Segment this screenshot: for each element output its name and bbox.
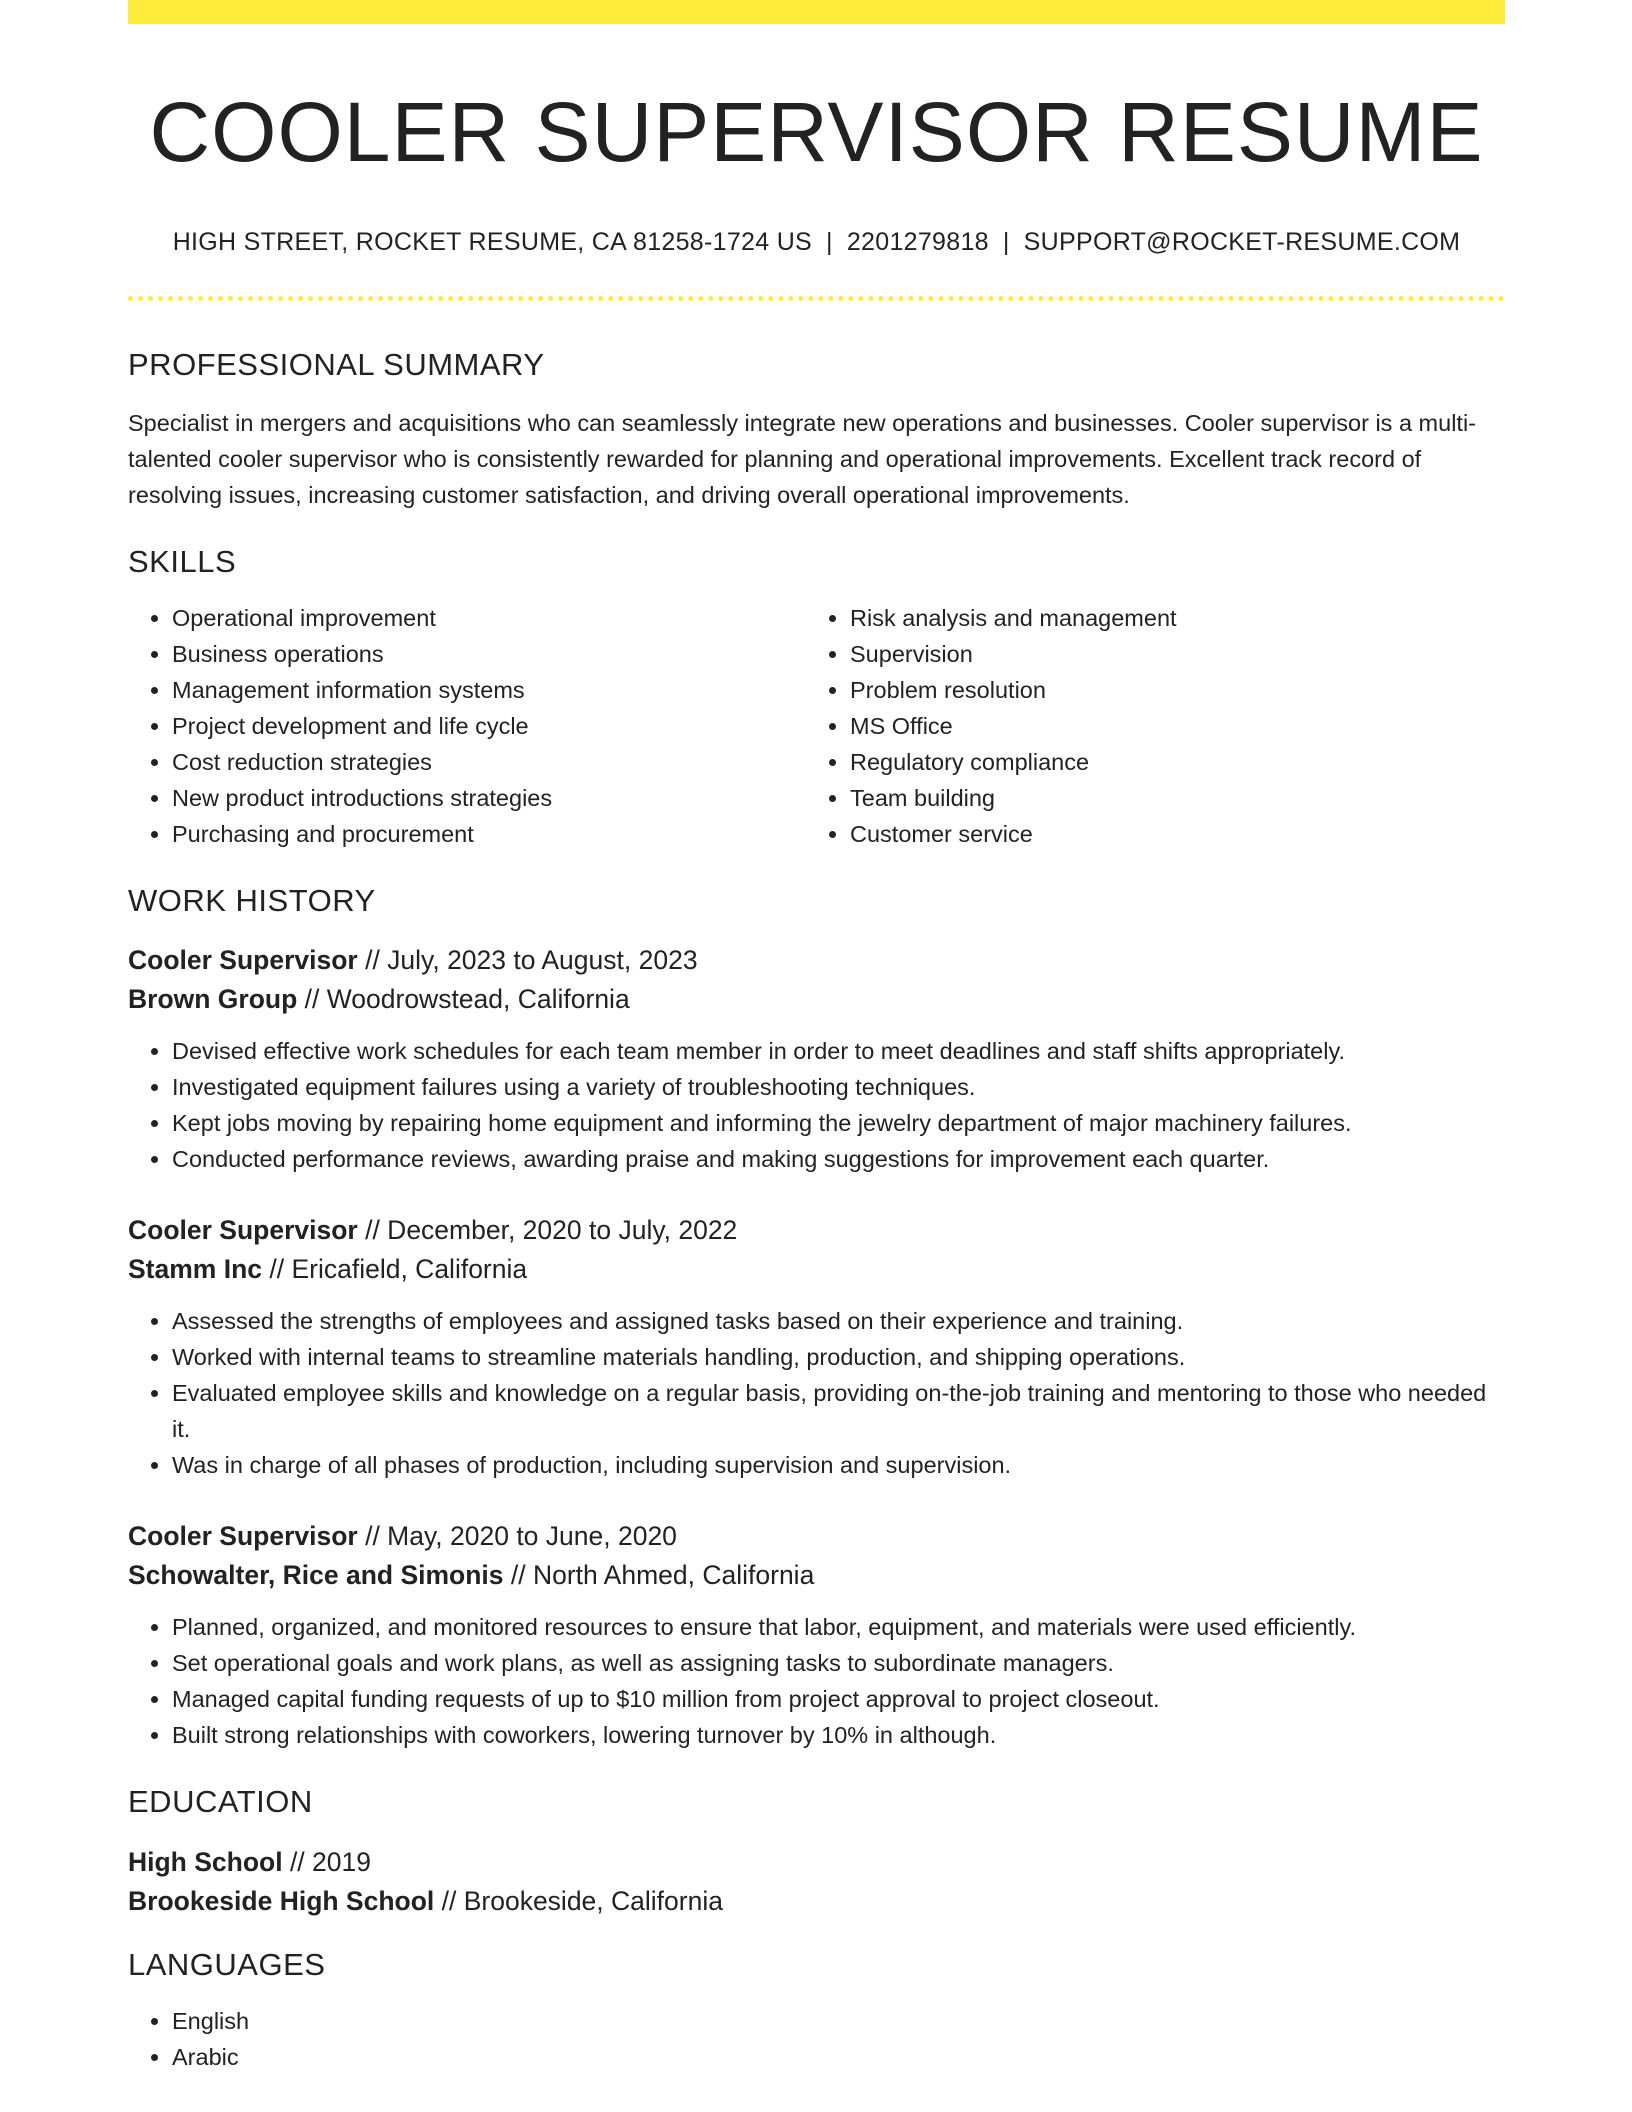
skill-item: • Team building [850, 780, 1500, 816]
education-location: // Brookeside, California [434, 1885, 723, 1916]
skill-item: • Cost reduction strategies [172, 744, 806, 780]
job-bullet: • Was in charge of all phases of production, including supervision and supervision. [172, 1447, 1505, 1483]
job-company-line [128, 980, 1505, 1019]
job-entry [128, 1517, 1505, 1753]
skill-item: • Regulatory compliance [850, 744, 1500, 780]
skill-item: • Purchasing and procurement [172, 816, 806, 852]
job-company: Schowalter, Rice and Simonis [128, 1560, 504, 1591]
job-role: Cooler Supervisor [128, 945, 358, 976]
education-school: Brookeside High School [128, 1885, 435, 1916]
job-bullet: • Kept jobs moving by repairing home equipment and informing the jewelry department of major machinery failures. [172, 1105, 1505, 1141]
job-dates: // December, 2020 to July, 2022 [357, 1215, 738, 1246]
job-entry [128, 941, 1505, 1177]
skill-item: • Project development and life cycle [172, 708, 806, 744]
skills-column-right [806, 600, 1500, 852]
languages-list [128, 2003, 1505, 2075]
contact-line [128, 227, 1505, 257]
job-company-line [128, 1556, 1505, 1595]
job-company: Brown Group [128, 984, 298, 1015]
job-bullet: • Evaluated employee skills and knowledge on a regular basis, providing on-the-job training and mentoring to those who needed it. [172, 1375, 1505, 1447]
job-bullets [128, 1303, 1505, 1483]
language-item: • Arabic [172, 2039, 1505, 2075]
job-company-line [128, 1250, 1505, 1289]
skill-item: • Risk analysis and management [850, 600, 1500, 636]
contact-separator: | [826, 227, 833, 256]
dotted-divider [128, 296, 1505, 301]
job-location: // North Ahmed, California [503, 1560, 815, 1591]
education-year: // 2019 [282, 1846, 371, 1877]
address: HIGH STREET, ROCKET RESUME, CA 81258-1724 US [172, 227, 813, 256]
job-title-line [128, 941, 1505, 980]
skills-list [128, 600, 1505, 852]
skills-heading: SKILLS [128, 543, 237, 579]
skill-item: • Management information systems [172, 672, 806, 708]
education-school-line [128, 1882, 1505, 1921]
skill-item: • MS Office [850, 708, 1500, 744]
job-bullet: • Built strong relationships with coworkers, lowering turnover by 10% in although. [172, 1717, 1505, 1753]
resume-title: COOLER SUPERVISOR RESUME [149, 85, 1484, 179]
education-degree: High School [128, 1846, 283, 1877]
job-bullets [128, 1033, 1505, 1177]
skills-column-left [128, 600, 806, 852]
job-bullet: • Investigated equipment failures using a variety of troubleshooting techniques. [172, 1069, 1505, 1105]
job-bullet: • Managed capital funding requests of up to $10 million from project approval to project closeout. [172, 1681, 1505, 1717]
languages-heading: LANGUAGES [128, 1946, 326, 1982]
job-role: Cooler Supervisor [128, 1215, 358, 1246]
job-title-line [128, 1517, 1505, 1556]
job-bullet: • Worked with internal teams to streamline materials handling, production, and shipping operations. [172, 1339, 1505, 1375]
accent-bar [128, 0, 1505, 24]
job-location: // Woodrowstead, California [297, 984, 630, 1015]
job-bullet: • Assessed the strengths of employees and assigned tasks based on their experience and training. [172, 1303, 1505, 1339]
job-bullet: • Conducted performance reviews, awarding praise and making suggestions for improvement each quarter. [172, 1141, 1505, 1177]
job-dates: // May, 2020 to June, 2020 [357, 1521, 677, 1552]
job-entry [128, 1211, 1505, 1483]
language-item: • English [172, 2003, 1505, 2039]
work-history-heading: WORK HISTORY [128, 883, 376, 919]
contact-separator: | [1002, 227, 1010, 256]
job-bullet: • Set operational goals and work plans, as well as assigning tasks to subordinate managers. [172, 1645, 1505, 1681]
job-role: Cooler Supervisor [128, 1521, 358, 1552]
job-location: // Ericafield, California [262, 1254, 528, 1285]
job-bullet: • Devised effective work schedules for each team member in order to meet deadlines and staff shifts appropriately. [172, 1033, 1505, 1069]
skill-item: • Business operations [172, 636, 806, 672]
education-entry [128, 1843, 1505, 1921]
job-company: Stamm Inc [128, 1254, 263, 1285]
skill-item: • Customer service [850, 816, 1500, 852]
summary-text: Specialist in mergers and acquisitions who can seamlessly integrate new operations and businesses. Cooler supervisor is a multi-talented cooler supervisor who is consistently rewarded for planning and operational improvements. Excellent track record of resolving issues, increasing customer satisfaction, and driving overall operational improvements. [128, 409, 1476, 508]
resume-page [128, 0, 1505, 2075]
phone: 2201279818 [846, 227, 989, 256]
education-degree-line [128, 1843, 1505, 1882]
job-title-line [128, 1211, 1505, 1250]
job-bullets [128, 1609, 1505, 1753]
skill-item: • Supervision [850, 636, 1500, 672]
job-bullet: • Planned, organized, and monitored resources to ensure that labor, equipment, and materials were used efficiently. [172, 1609, 1505, 1645]
summary-heading: PROFESSIONAL SUMMARY [128, 346, 545, 382]
job-dates: // July, 2023 to August, 2023 [357, 945, 698, 976]
skill-item: • New product introductions strategies [172, 780, 806, 816]
email: SUPPORT@ROCKET-RESUME.COM [1023, 227, 1461, 256]
skill-item: • Problem resolution [850, 672, 1500, 708]
skill-item: • Operational improvement [172, 600, 806, 636]
education-heading: EDUCATION [128, 1784, 313, 1820]
